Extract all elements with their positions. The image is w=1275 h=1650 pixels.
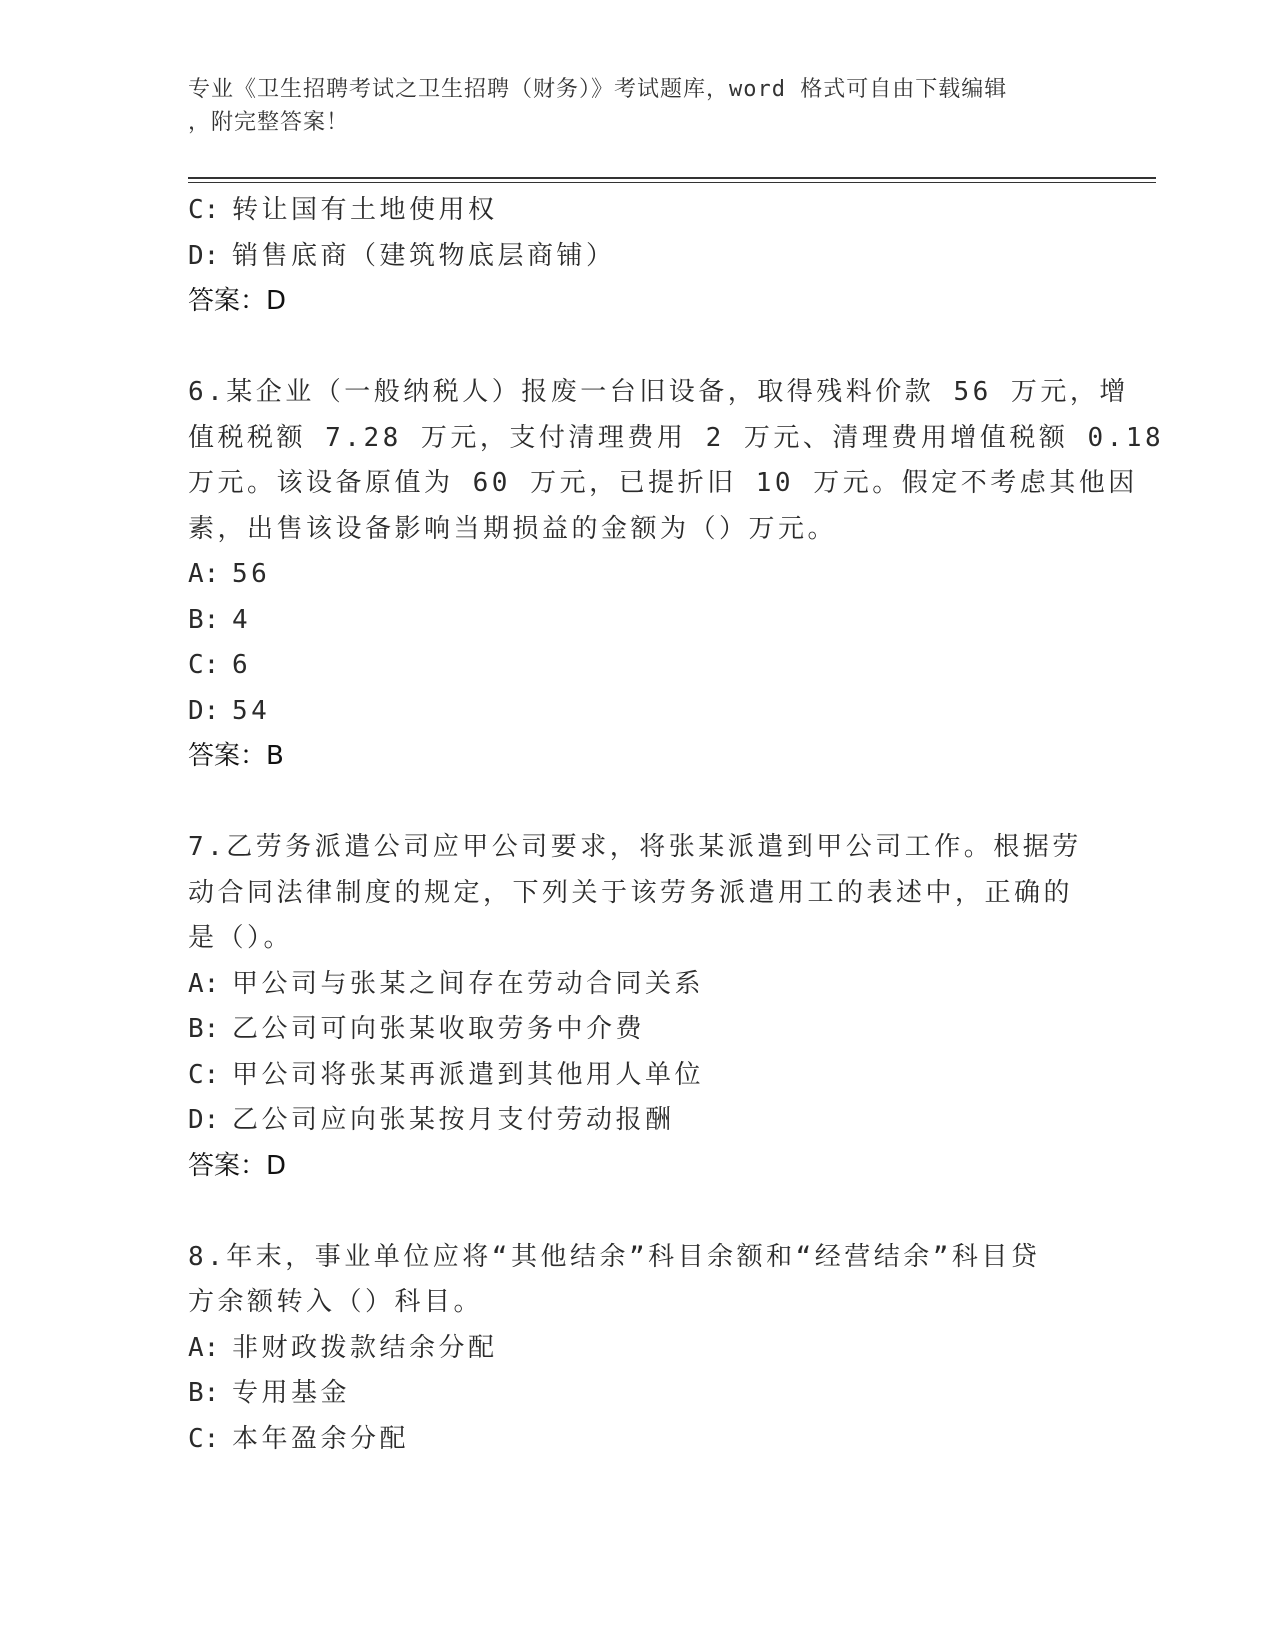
option-c: [188, 643, 1088, 689]
option-label: D:: [188, 695, 220, 726]
option-label: B:: [188, 604, 220, 635]
spacer: [188, 1189, 1088, 1235]
option-a: [188, 552, 1088, 598]
option-label: B:: [188, 1014, 220, 1044]
header-line-2: ，附完整答案！: [188, 110, 350, 135]
option-c: [188, 1053, 1088, 1099]
answer-value: D: [266, 1150, 287, 1181]
option-text: 转让国有土地使用权: [232, 195, 498, 225]
option-label: C:: [188, 195, 220, 225]
header-line-1: 专业《卫生招聘考试之卫生招聘（财务）》考试题库，word 格式可自由下载编辑: [188, 77, 1008, 102]
question-7: [188, 825, 1088, 1189]
option-label: B:: [188, 1378, 220, 1408]
option-text: 甲公司将张某再派遣到其他用人单位: [232, 1059, 705, 1090]
option-text: 非财政拨款结余分配: [232, 1332, 498, 1363]
answer-label: 答案：: [188, 286, 267, 316]
option-text: 4: [232, 604, 252, 635]
answer-label: 答案：: [188, 1150, 267, 1181]
option-b: [188, 1371, 1088, 1417]
option-text: 乙公司应向张某按月支付劳动报酬: [232, 1105, 675, 1135]
question-6: [188, 370, 1165, 780]
option-text: 销售底商（建筑物底层商铺）: [232, 240, 616, 271]
option-d: [188, 1098, 1088, 1144]
answer-line: [188, 279, 1088, 325]
option-b: [188, 598, 1088, 644]
question-text-line: 值税税额 7.28 万元，支付清理费用 2 万元、清理费用增值税额 0.18: [188, 422, 1165, 453]
question-text-line: 8.年末，事业单位应将“其他结余”科目余额和“经营结余”科目贷: [188, 1241, 1041, 1272]
question-8: [188, 1235, 1088, 1463]
option-a: [188, 962, 1088, 1008]
option-c: [188, 188, 1088, 234]
document-header: [188, 73, 1068, 139]
spacer: [188, 325, 1088, 371]
question-text-line: 万元。该设备原值为 60 万元，已提折旧 10 万元。假定不考虑其他因: [188, 468, 1138, 498]
option-text: 专用基金: [232, 1378, 351, 1408]
option-text: 6: [232, 650, 252, 680]
option-label: A:: [188, 1332, 220, 1363]
spacer: [188, 780, 1088, 826]
option-label: D:: [188, 240, 220, 271]
option-a: [188, 1326, 1088, 1372]
question-text-line: 6.某企业（一般纳税人）报废一台旧设备，取得残料价款 56 万元，增: [188, 377, 1129, 407]
header-divider-thin: [188, 182, 1156, 183]
option-text: 56: [232, 559, 271, 589]
answer-line: [188, 1144, 1088, 1190]
option-text: 本年盈余分配: [232, 1423, 410, 1454]
question-text-line: 方余额转入（）科目。: [188, 1287, 484, 1317]
option-text: 甲公司与张某之间存在劳动合同关系: [232, 968, 705, 999]
option-label: A:: [188, 968, 220, 999]
answer-label: 答案：: [188, 741, 267, 771]
option-b: [188, 1007, 1088, 1053]
question-content: [188, 188, 1165, 1462]
option-label: C:: [188, 1059, 220, 1090]
option-d: [188, 689, 1088, 735]
question-text-line: 是（）。: [188, 923, 294, 953]
option-label: D:: [188, 1105, 220, 1135]
question-5-tail: [188, 188, 1088, 325]
option-text: 54: [232, 695, 271, 726]
answer-value: B: [266, 741, 284, 771]
option-label: A:: [188, 559, 220, 589]
question-text-line: 动合同法律制度的规定，下列关于该劳务派遣用工的表述中，正确的: [188, 877, 1074, 908]
question-text-line: 素，出售该设备影响当期损益的金额为（）万元。: [188, 513, 838, 544]
option-label: C:: [188, 1423, 220, 1454]
option-d: [188, 234, 1088, 280]
answer-line: [188, 734, 1088, 780]
header-divider-thick: [188, 177, 1156, 179]
option-c: [188, 1417, 1088, 1463]
option-label: C:: [188, 650, 220, 680]
answer-value: D: [266, 286, 287, 316]
question-text-line: 7.乙劳务派遣公司应甲公司要求，将张某派遣到甲公司工作。根据劳: [188, 832, 1082, 862]
option-text: 乙公司可向张某收取劳务中介费: [232, 1014, 646, 1044]
